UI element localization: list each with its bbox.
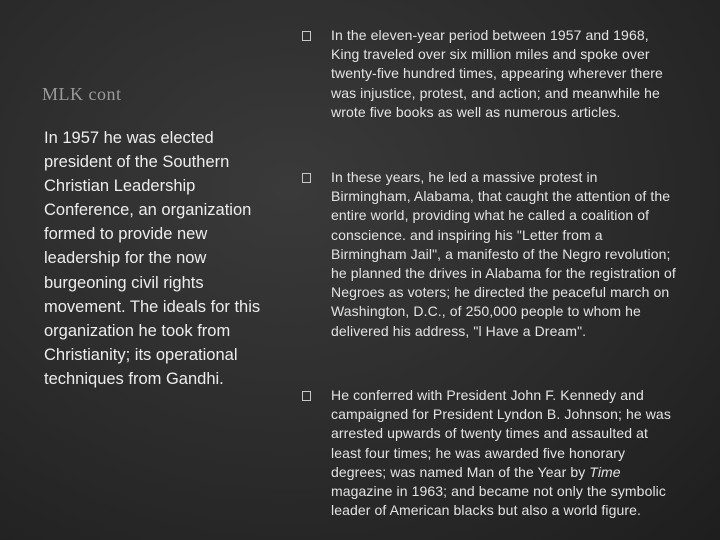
left-body-text: In 1957 he was elected president of the Southern Christian Leadership Conference, an organization formed to provide new leadership for the now burgeoning civil rights movement. The ideals for this organization he took from Christianity; its operational techniques from Gandhi. bbox=[44, 129, 261, 388]
square-bullet-icon bbox=[302, 391, 311, 401]
slide-title: MLK cont bbox=[42, 84, 122, 104]
bullet-item-travels bbox=[302, 26, 702, 122]
bullet-text: In the eleven-year period between 1957 and 1968, King traveled over six million miles and spoke over twenty-five hundred times, appearing wherever there was injustice, protest, and action; and meanwhile he wrote five books as well as numerous articles. bbox=[331, 27, 663, 120]
bullet-text: In these years, he led a massive protest in Birmingham, Alabama, that caught the attention of the entire world, providing what he called a coalition of conscience. and inspiring his "Letter from a Birmingham Jail", a manifesto of the Negro revolution; he planned the drives in Alabama for the registration of Negroes as voters; he directed the peaceful march on Washington, D.C., of 250,000 people to whom he delivered his address, "l Have a Dream". bbox=[331, 169, 676, 339]
square-bullet-icon bbox=[302, 31, 311, 41]
square-bullet-icon bbox=[302, 173, 311, 183]
time-magazine-italic: Time bbox=[589, 463, 621, 480]
bullet-text bbox=[331, 386, 680, 520]
bullet-item-birmingham bbox=[302, 168, 702, 341]
bullet-text-part: magazine in 1963; and became not only the symbolic leader of American blacks but also a world figure. bbox=[331, 483, 666, 519]
bullet-text-part: He conferred with President John F. Kennedy and campaigned for President Lyndon B. Johnson; he was arrested upwards of twenty times and assaulted at least four times; he was awarded five honorary degrees; was named Man of the Year by bbox=[331, 387, 671, 480]
bullet-item-honors bbox=[302, 386, 702, 520]
